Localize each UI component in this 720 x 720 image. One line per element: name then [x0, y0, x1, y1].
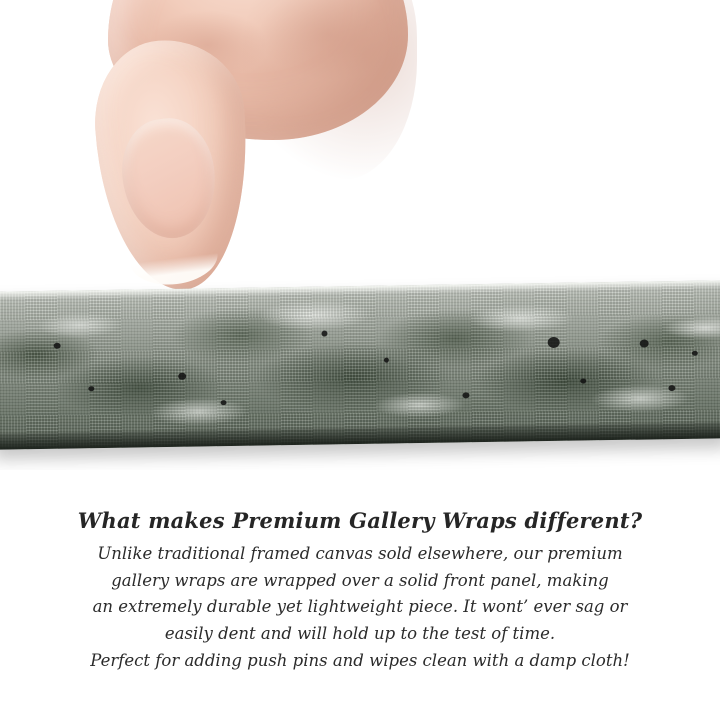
caption-line: Unlike traditional framed canvas sold elsewhere, our premium [97, 544, 623, 563]
canvas-speck [692, 351, 698, 356]
caption-line: Perfect for adding push pins and wipes clean with a damp cloth! [90, 650, 630, 670]
thumbnail-tip [130, 253, 221, 290]
canvas-edge-strip [0, 280, 720, 450]
caption-line: an extremely durable yet lightweight piece. It wont’ ever sag or [92, 597, 628, 617]
caption-block [0, 470, 720, 720]
caption-body [60, 541, 660, 675]
thumb-shape [89, 35, 256, 295]
canvas-speck [384, 358, 389, 363]
canvas-speck [321, 331, 327, 337]
caption-heading: What makes Premium Gallery Wraps different? [77, 508, 643, 533]
canvas-speck [88, 386, 94, 391]
hand-photo [92, 0, 422, 310]
hand-shadow [242, 0, 417, 180]
canvas-speck [178, 373, 186, 380]
caption-line: gallery wraps are wrapped over a solid front panel, making [111, 570, 609, 590]
canvas-speck [221, 400, 227, 405]
caption-line: easily dent and will hold up to the test of time. [164, 624, 556, 644]
canvas-speck [580, 378, 586, 383]
canvas-speck [668, 385, 675, 391]
canvas-speck [462, 392, 469, 398]
thumbnail-shape [116, 113, 222, 243]
